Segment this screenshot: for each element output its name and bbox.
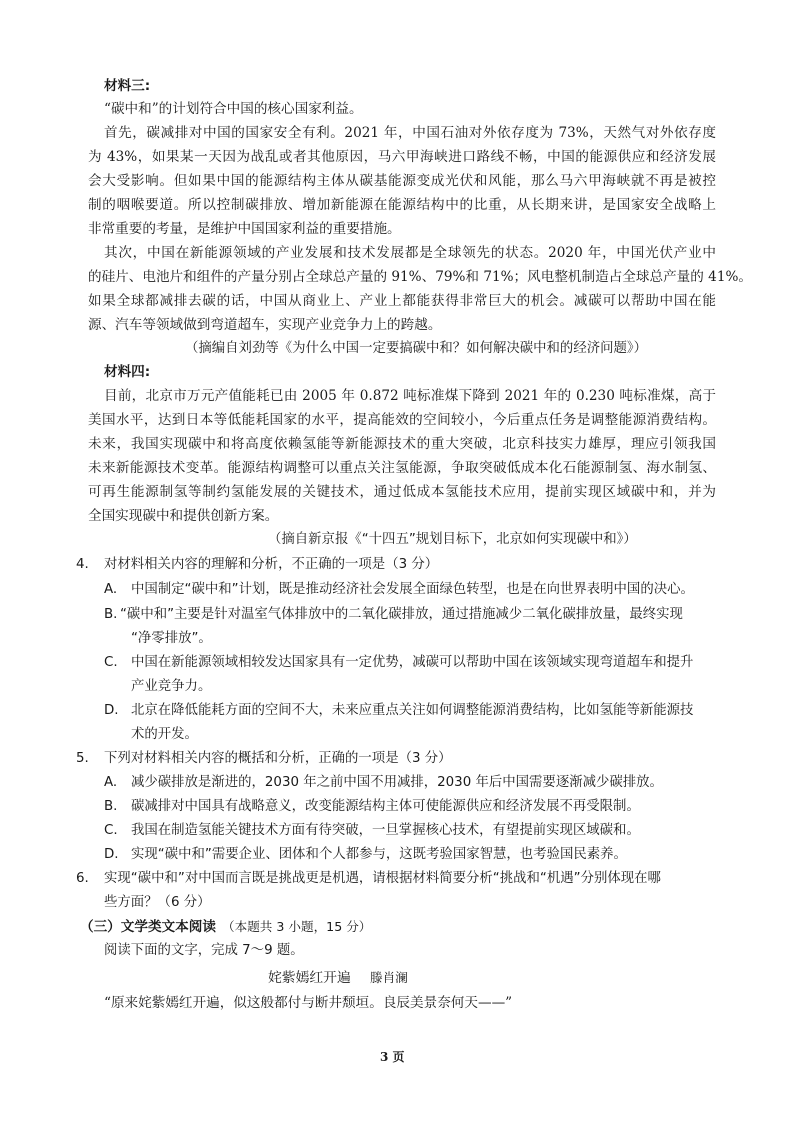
story-title: 姹紫嫣红开遍 bbox=[268, 970, 351, 986]
material4-line: 未来新能源技术变革。能源结构调整可以重点关注氢能源，争取突破低成本化石能源制氢、海水制氢、 bbox=[88, 460, 716, 476]
story-author: 滕肖澜 bbox=[370, 970, 408, 985]
material4-line: 未来，我国实现碳中和将高度依赖氢能等新能源技术的重大突破，北京科技实力雄厚，理应引领我国 bbox=[88, 436, 716, 452]
section-note: （本题共 3 小题，15 分） bbox=[222, 919, 372, 934]
option-text: “净零排放”。 bbox=[131, 631, 212, 646]
option-text: 中国制定“碳中和”计划，既是推动经济社会发展全面绿色转型，也是在向世界表明中国的决心。 bbox=[131, 582, 694, 597]
question-stem: 些方面？（6 分） bbox=[104, 895, 211, 910]
story-first-line: “原来姹紫嫣红开遍，似这般都付与断井颓垣。良辰美景奈何天——” bbox=[104, 995, 513, 1011]
option-label: D. bbox=[104, 703, 119, 718]
material4-heading: 材料四: bbox=[104, 364, 151, 380]
option-text: 产业竞争力。 bbox=[131, 679, 212, 694]
option-text: 减少碳排放是渐进的，2030 年之前中国不用减排，2030 年后中国需要逐渐减少碳排放。 bbox=[131, 775, 663, 790]
option-label: A. bbox=[104, 775, 118, 790]
option-label: B. bbox=[104, 607, 118, 622]
section-heading: （三）文学类文本阅读 bbox=[80, 919, 216, 935]
material4-line: 美国水平，达到日本等低能耗国家的水平，提高能效的空间较小，今后重点任务是调整能源消费结构。 bbox=[88, 412, 716, 428]
option-text: 中国在新能源领域相较发达国家具有一定优势，减碳可以帮助中国在该领域实现弯道超车和提升 bbox=[131, 655, 694, 670]
question-number: 6. bbox=[76, 871, 89, 886]
material3-line: 会大受影响。但如果中国的能源结构主体从碳基能源变成光伏和风能，那么马六甲海峡就不再是被控 bbox=[88, 173, 716, 189]
material3-heading: 材料三: bbox=[104, 78, 151, 94]
material4-line: 目前，北京市万元产值能耗已由 2005 年 0.872 吨标准煤下降到 2021 年的 0.230 吨标准煤，高于 bbox=[104, 388, 716, 404]
material3-line: 非常重要的考量，是维护中国国家利益的重要措施。 bbox=[88, 221, 401, 237]
option-text: “碳中和”主要是针对温室气体排放中的二氧化碳排放，通过措施减少二氧化碳排放量，最终实现 bbox=[120, 607, 683, 622]
option-label: B. bbox=[104, 799, 118, 814]
question-number: 4. bbox=[76, 557, 89, 572]
option-text: 术的开发。 bbox=[131, 727, 198, 742]
page-number: 3 页 bbox=[380, 1050, 405, 1064]
question-number: 5. bbox=[76, 751, 89, 766]
material3-line: 源、汽车等领域做到弯道超车，实现产业竞争力上的跨越。 bbox=[88, 317, 442, 333]
material3-source: （摘编自刘劲等《为什么中国一定要搞碳中和？如何解决碳中和的经济问题》） bbox=[185, 341, 647, 356]
question-stem: 对材料相关内容的理解和分析，不正确的一项是（3 分） bbox=[104, 557, 439, 572]
material3-line: 的硅片、电池片和组件的产量分别占全球总产量的 91%、79%和 71%；风电整机制造占全球总产量的 41%。 bbox=[88, 269, 752, 285]
option-text: 我国在制造氢能关键技术方面有待突破，一旦掌握核心技术，有望提前实现区域碳和。 bbox=[131, 823, 640, 838]
material3-line: 其次，中国在新能源领域的产业发展和技术发展都是全球领先的状态。2020 年，中国光伏产业中 bbox=[104, 245, 716, 261]
material3-line: 为 43%，如果某一天因为战乱或者其他原因，马六甲海峡进口路线不畅，中国的能源供应和经济发展 bbox=[88, 149, 716, 165]
material3-line: 如果全球都减排去碳的话，中国从商业上、产业上都能获得非常巨大的机会。减碳可以帮助中国在能 bbox=[88, 293, 716, 309]
section-instruction: 阅读下面的文字，完成 7～9 题。 bbox=[104, 943, 304, 958]
material3-line: 制的咽喉要道。所以控制碳排放、增加新能源在能源结构中的比重，从长期来讲，是国家安全战略上 bbox=[88, 197, 716, 213]
question-stem: 实现“碳中和”对中国而言既是挑战更是机遇，请根据材料简要分析“挑战和“机遇”分别体现在哪 bbox=[104, 871, 661, 886]
material3-line: 首先，碳减排对中国的国家安全有利。2021 年，中国石油对外依存度为 73%，天然气对外依存度 bbox=[104, 125, 716, 141]
material4-line: 可再生能源制氢等制约氢能发展的关键技术，通过低成本氢能技术应用，提前实现区域碳中和，并为 bbox=[88, 484, 716, 500]
material4-line: 全国实现碳中和提供创新方案。 bbox=[88, 508, 279, 524]
option-label: C. bbox=[104, 655, 118, 670]
option-text: 碳减排对中国具有战略意义，改变能源结构主体可使能源供应和经济发展不再受限制。 bbox=[131, 799, 640, 814]
option-label: A. bbox=[104, 582, 118, 597]
option-text: 实现“碳中和”需要企业、团体和个人都参与，这既考验国家智慧，也考验国民素养。 bbox=[131, 847, 627, 862]
option-text: 北京在降低能耗方面的空间不大，未来应重点关注如何调整能源消费结构，比如氢能等新能源技 bbox=[131, 703, 694, 718]
option-label: D. bbox=[104, 847, 119, 862]
material3-line: “碳中和”的计划符合中国的核心国家利益。 bbox=[104, 101, 363, 117]
question-stem: 下列对材料相关内容的概括和分析，正确的一项是（3 分） bbox=[104, 751, 452, 766]
option-label: C. bbox=[104, 823, 118, 838]
material4-source: （摘自新京报《“十四五”规划目标下，北京如何实现碳中和》） bbox=[268, 532, 637, 547]
